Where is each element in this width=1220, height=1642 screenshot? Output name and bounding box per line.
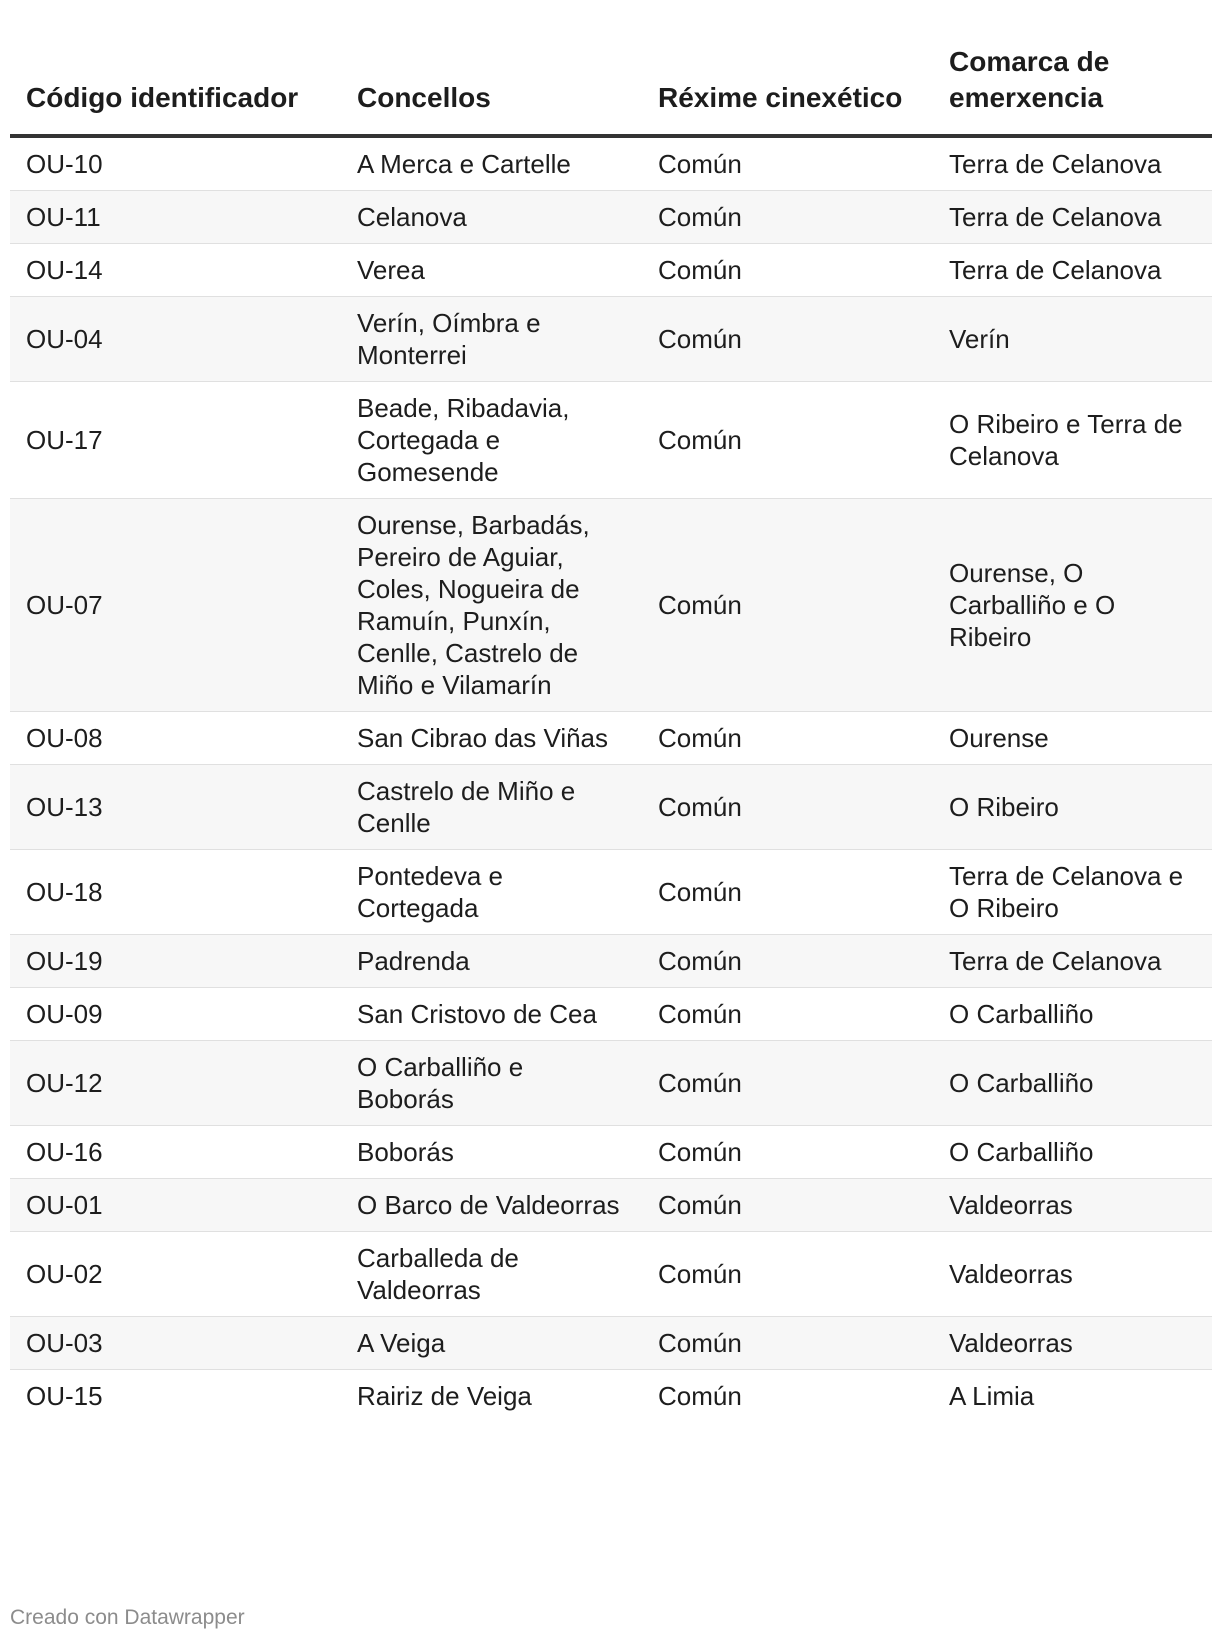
cell-codigo: OU-17	[10, 382, 341, 499]
cell-rexime: Común	[642, 136, 933, 191]
cell-rexime: Común	[642, 1232, 933, 1317]
table-row	[10, 382, 1212, 499]
table-row	[10, 1370, 1212, 1423]
cell-concellos: O Barco de Valdeorras	[341, 1179, 642, 1232]
cell-concellos: Ourense, Barbadás, Pereiro de Aguiar, Coles, Nogueira de Ramuín, Punxín, Cenlle, Castrelo de Miño e Vilamarín	[341, 499, 642, 712]
cell-rexime: Común	[642, 499, 933, 712]
cell-comarca: Verín	[933, 297, 1212, 382]
cell-concellos: San Cibrao das Viñas	[341, 712, 642, 765]
cell-codigo: OU-13	[10, 765, 341, 850]
cell-concellos: A Veiga	[341, 1317, 642, 1370]
cell-rexime: Común	[642, 1317, 933, 1370]
cell-codigo: OU-01	[10, 1179, 341, 1232]
cell-rexime: Común	[642, 297, 933, 382]
datawrapper-credit: Creado con Datawrapper	[10, 1606, 245, 1629]
cell-codigo: OU-10	[10, 136, 341, 191]
cell-concellos: Verea	[341, 244, 642, 297]
cell-concellos: Celanova	[341, 191, 642, 244]
cell-comarca: O Ribeiro	[933, 765, 1212, 850]
table-row	[10, 935, 1212, 988]
table-row	[10, 191, 1212, 244]
cell-rexime: Común	[642, 1126, 933, 1179]
cell-comarca: O Carballiño	[933, 988, 1212, 1041]
cell-codigo: OU-12	[10, 1041, 341, 1126]
cell-comarca: Valdeorras	[933, 1317, 1212, 1370]
data-table	[10, 26, 1212, 1422]
header-codigo[interactable]: Código identificador	[10, 26, 341, 136]
cell-codigo: OU-09	[10, 988, 341, 1041]
table-row	[10, 499, 1212, 712]
cell-rexime: Común	[642, 988, 933, 1041]
table-row	[10, 297, 1212, 382]
cell-comarca: Terra de Celanova	[933, 191, 1212, 244]
cell-codigo: OU-16	[10, 1126, 341, 1179]
cell-concellos: Carballeda de Valdeorras	[341, 1232, 642, 1317]
cell-concellos: Beade, Ribadavia, Cortegada e Gomesende	[341, 382, 642, 499]
header-row	[10, 26, 1212, 136]
cell-comarca: Ourense	[933, 712, 1212, 765]
cell-concellos: O Carballiño e Boborás	[341, 1041, 642, 1126]
cell-comarca: A Limia	[949, 1381, 1035, 1411]
cell-comarca: O Carballiño	[933, 1126, 1212, 1179]
cell-comarca: O Carballiño	[933, 1041, 1212, 1126]
cell-concellos: San Cristovo de Cea	[341, 988, 642, 1041]
cell-comarca: Valdeorras	[933, 1232, 1212, 1317]
table-row	[10, 712, 1212, 765]
cell-comarca: Valdeorras	[933, 1179, 1212, 1232]
cell-codigo: OU-04	[10, 297, 341, 382]
cell-rexime: Común	[658, 1381, 742, 1411]
cell-codigo: OU-02	[10, 1232, 341, 1317]
cell-comarca: Terra de Celanova e O Ribeiro	[933, 850, 1212, 935]
table-row	[10, 1041, 1212, 1126]
cell-concellos: Boborás	[341, 1126, 642, 1179]
table-row	[10, 988, 1212, 1041]
table-row	[10, 244, 1212, 297]
table-row	[10, 1232, 1212, 1317]
cell-concellos: Verín, Oímbra e Monterrei	[341, 297, 642, 382]
cell-codigo: OU-14	[10, 244, 341, 297]
cell-rexime: Común	[642, 712, 933, 765]
cell-rexime: Común	[642, 191, 933, 244]
cell-comarca: Terra de Celanova	[933, 935, 1212, 988]
cell-codigo: OU-19	[10, 935, 341, 988]
cell-comarca: Terra de Celanova	[933, 244, 1212, 297]
table-header	[10, 26, 1212, 136]
cell-codigo: OU-08	[10, 712, 341, 765]
cell-rexime: Común	[642, 850, 933, 935]
cell-concellos: Castrelo de Miño e Cenlle	[341, 765, 642, 850]
header-rexime[interactable]: Réxime cinexético	[642, 26, 933, 136]
cell-concellos: Rairiz de Veiga	[357, 1381, 532, 1411]
cell-rexime: Común	[642, 1179, 933, 1232]
cell-concellos: Padrenda	[341, 935, 642, 988]
table-row	[10, 850, 1212, 935]
table-row	[10, 136, 1212, 191]
table-row	[10, 1126, 1212, 1179]
header-comarca[interactable]: Comarca de emerxencia	[933, 26, 1212, 136]
table-row	[10, 1317, 1212, 1370]
table-row	[10, 765, 1212, 850]
cell-comarca: O Ribeiro e Terra de Celanova	[933, 382, 1212, 499]
cell-concellos: Pontedeva e Cortegada	[341, 850, 642, 935]
cell-comarca: Terra de Celanova	[933, 136, 1212, 191]
cell-rexime: Común	[642, 244, 933, 297]
table-row	[10, 1179, 1212, 1232]
data-table-container	[10, 26, 1212, 1422]
cell-comarca: Ourense, O Carballiño e O Ribeiro	[933, 499, 1212, 712]
header-concellos[interactable]: Concellos	[341, 26, 642, 136]
cell-rexime: Común	[642, 765, 933, 850]
cell-codigo: OU-03	[10, 1317, 341, 1370]
cell-codigo: OU-15	[26, 1381, 103, 1411]
cell-codigo: OU-07	[10, 499, 341, 712]
cell-codigo: OU-18	[10, 850, 341, 935]
cell-rexime: Común	[642, 1041, 933, 1126]
cell-rexime: Común	[642, 935, 933, 988]
cell-concellos: A Merca e Cartelle	[341, 136, 642, 191]
cell-codigo: OU-11	[10, 191, 341, 244]
cell-rexime: Común	[642, 382, 933, 499]
table-body	[10, 136, 1212, 1422]
